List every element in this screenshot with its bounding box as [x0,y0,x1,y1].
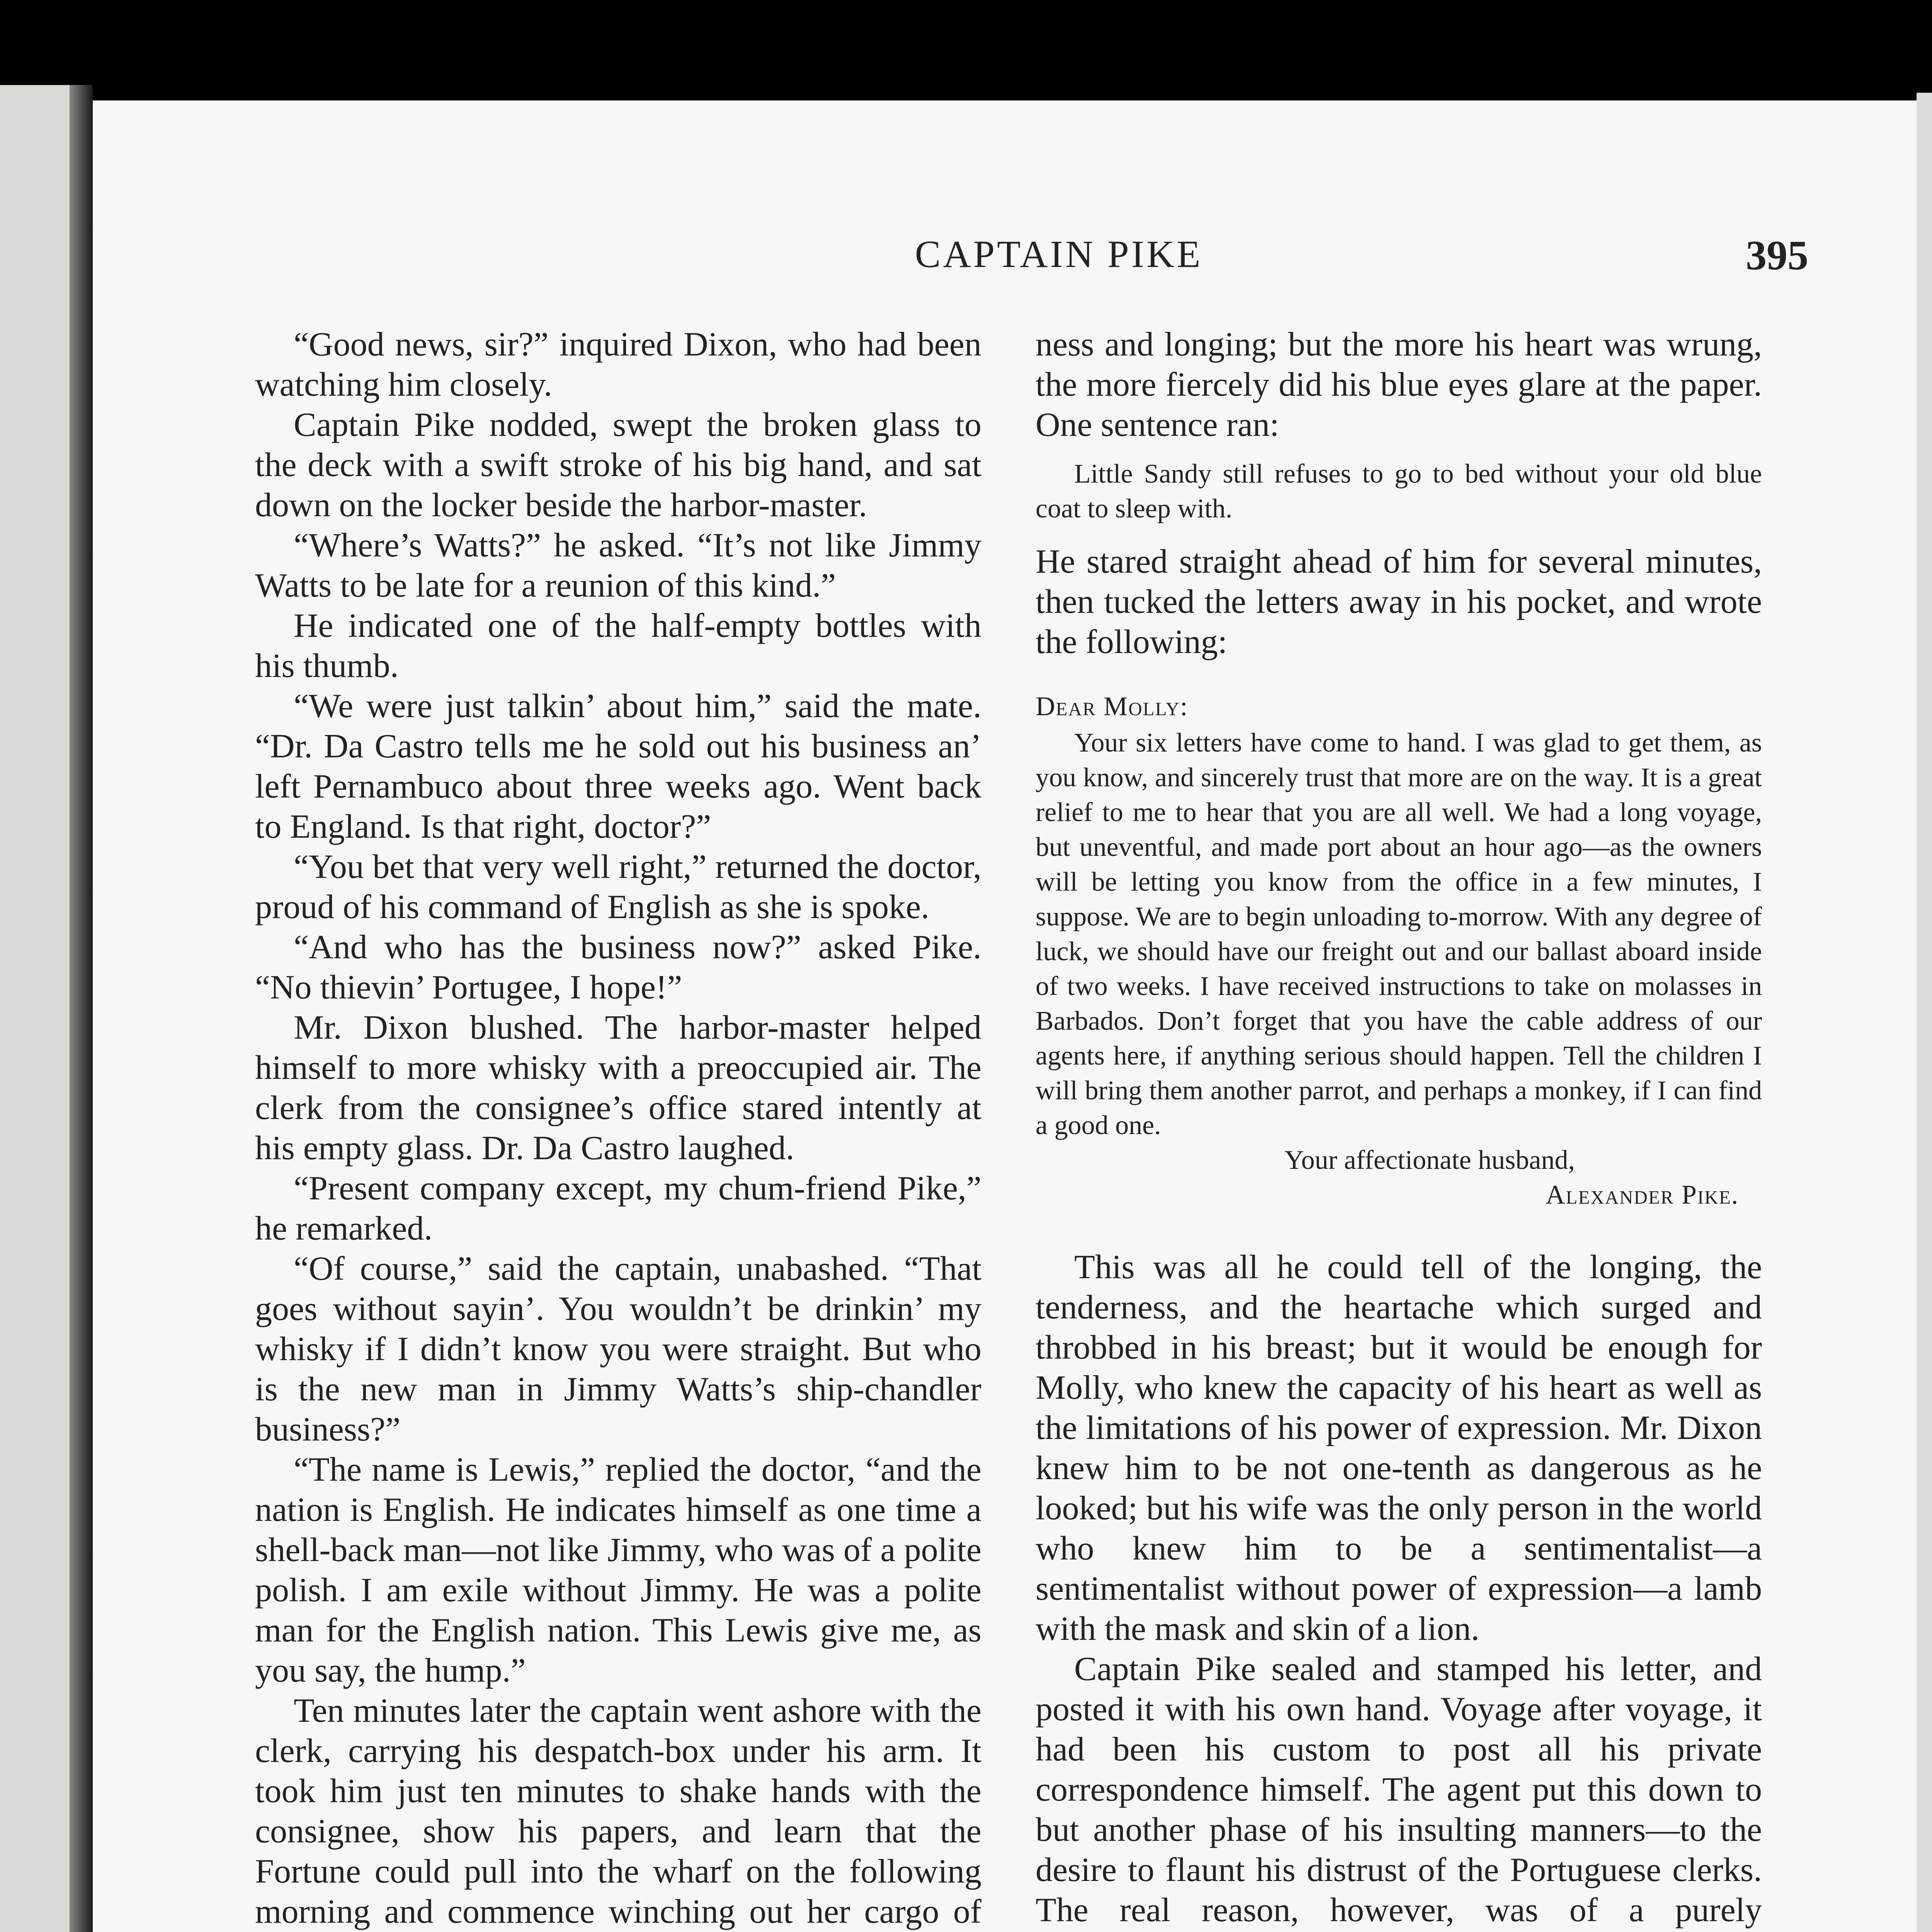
facing-page-edge [0,85,77,1932]
paragraph: Captain Pike sealed and stamped his letter, and posted it with his own hand. Voyage after voyage, it had been his custom to post all his private correspondence himself. The agent put this down to but another phase of his insulting manners—to the desire to flaunt his distrust of the Portuguese clerks. The real reason, however, was of a purely [1036,1650,1762,1929]
paragraph: Ten minutes later the captain went ashore with the clerk, carrying his despatch-box under his arm. It took him just ten minutes to shake hands with the consignee, show his papers, and learn that the Fortune could pull into the wharf on the following morning and commence winching out her cargo of [255,1692,981,1930]
text-column-left [255,325,981,1932]
letter-closing: Your affectionate husband, [1284,1145,1575,1175]
paragraph: He stared straight ahead of him for several minutes, then tucked the letters away in his pocket, and wrote the following: [1036,543,1762,661]
paragraph: “You bet that very well right,” returned the doctor, proud of his command of English as she is spoke. [255,848,981,926]
running-title: CAPTAIN PIKE [915,233,1203,276]
paragraph-continuation: ness and longing; but the more his heart was wrung, the more fiercely did his blue eyes glare at the paper. One sentence ran: [1036,326,1762,444]
spacer [1036,662,1762,689]
quoted-sentence-text: Little Sandy still refuses to go to bed without your old blue coat to sleep with. [1036,459,1762,524]
text-column-right [1036,325,1762,1932]
letter-salutation: Dear Molly: [1036,692,1189,721]
paragraph: This was all he could tell of the longing, the tenderness, and the heartache which surged and throbbed in his breast; but it would be enough for Molly, who knew the capacity of his heart as well as the limitations of his power of expression. Mr. Dixon knew him to be not one-tenth as dangerous as he looked; but his wife was the only person in the world who knew him to be a sentimentalist—a sentimentalist without power of expression—a lamb with the mask and skin of a lion. [1036,1248,1762,1648]
page-number: 395 [1746,233,1808,279]
paragraph: “And who has the business now?” asked Pike. “No thievin’ Portugee, I hope!” [255,929,981,1006]
paragraph: “We were just talkin’ about him,” said the mate. “Dr. Da Castro tells me he sold out his business an’ left Pernambuco about three weeks ago. Went back to England. Is that right, doctor?” [255,687,981,845]
paragraph: Mr. Dixon blushed. The harbor-master helped himself to more whisky with a preoccupied air. The clerk from the consignee’s office stared intently at his empty glass. Dr. Da Castro laughed. [255,1009,981,1167]
page-edge-right [1917,93,1932,1932]
paragraph: “Good news, sir?” inquired Dixon, who had been watching him closely. [255,326,981,403]
letter-block [1036,689,1762,1213]
paragraph: “Of course,” said the captain, unabashed. “That goes without sayin’. You wouldn’t be drinkin’ my whisky if I didn’t know you were straight. But who is the new man in Jimmy Watts’s ship-chandler business?” [255,1250,981,1448]
paragraph: “The name is Lewis,” replied the doctor, “and the nation is English. He indicates himself as one time a shell-back man—not like Jimmy, who was of a polite polish. I am exile without Jimmy. He was a polite man for the English nation. This Lewis give me, as you say, the hump.” [255,1451,981,1689]
quoted-sentence [1036,457,1762,526]
paragraph: “Where’s Watts?” he asked. “It’s not like Jimmy Watts to be late for a reunion of this kind.” [255,527,981,604]
paragraph: Captain Pike nodded, swept the broken glass to the deck with a swift stroke of his big hand, and sat down on the locker beside the harbor-master. [255,406,981,524]
book-gutter [70,85,93,1932]
paragraph: He indicated one of the half-empty bottles with his thumb. [255,607,981,685]
letter-signature: Alexander Pike. [1545,1180,1739,1210]
paragraph: “Present company except, my chum-friend Pike,” he remarked. [255,1170,981,1247]
spacer [1036,1213,1762,1247]
letter-body: Your six letters have come to hand. I was glad to get them, as you know, and sincerely trust that more are on the way. It is a great relief to me to hear that you are all well. We had a long voyage, but uneventful, and made port about an hour ago—as the owners will be letting you know from the office in a few minutes, I suppose. We are to begin unloading to-morrow. With any degree of luck, we should have our freight out and our ballast aboard inside of two weeks. I have received instructions to take on molasses in Barbados. Don’t forget that you have the cable address of our agents here, if anything serious should happen. Tell the children I will bring them another parrot, and perhaps a monkey, if I can find a good one. [1036,728,1762,1140]
